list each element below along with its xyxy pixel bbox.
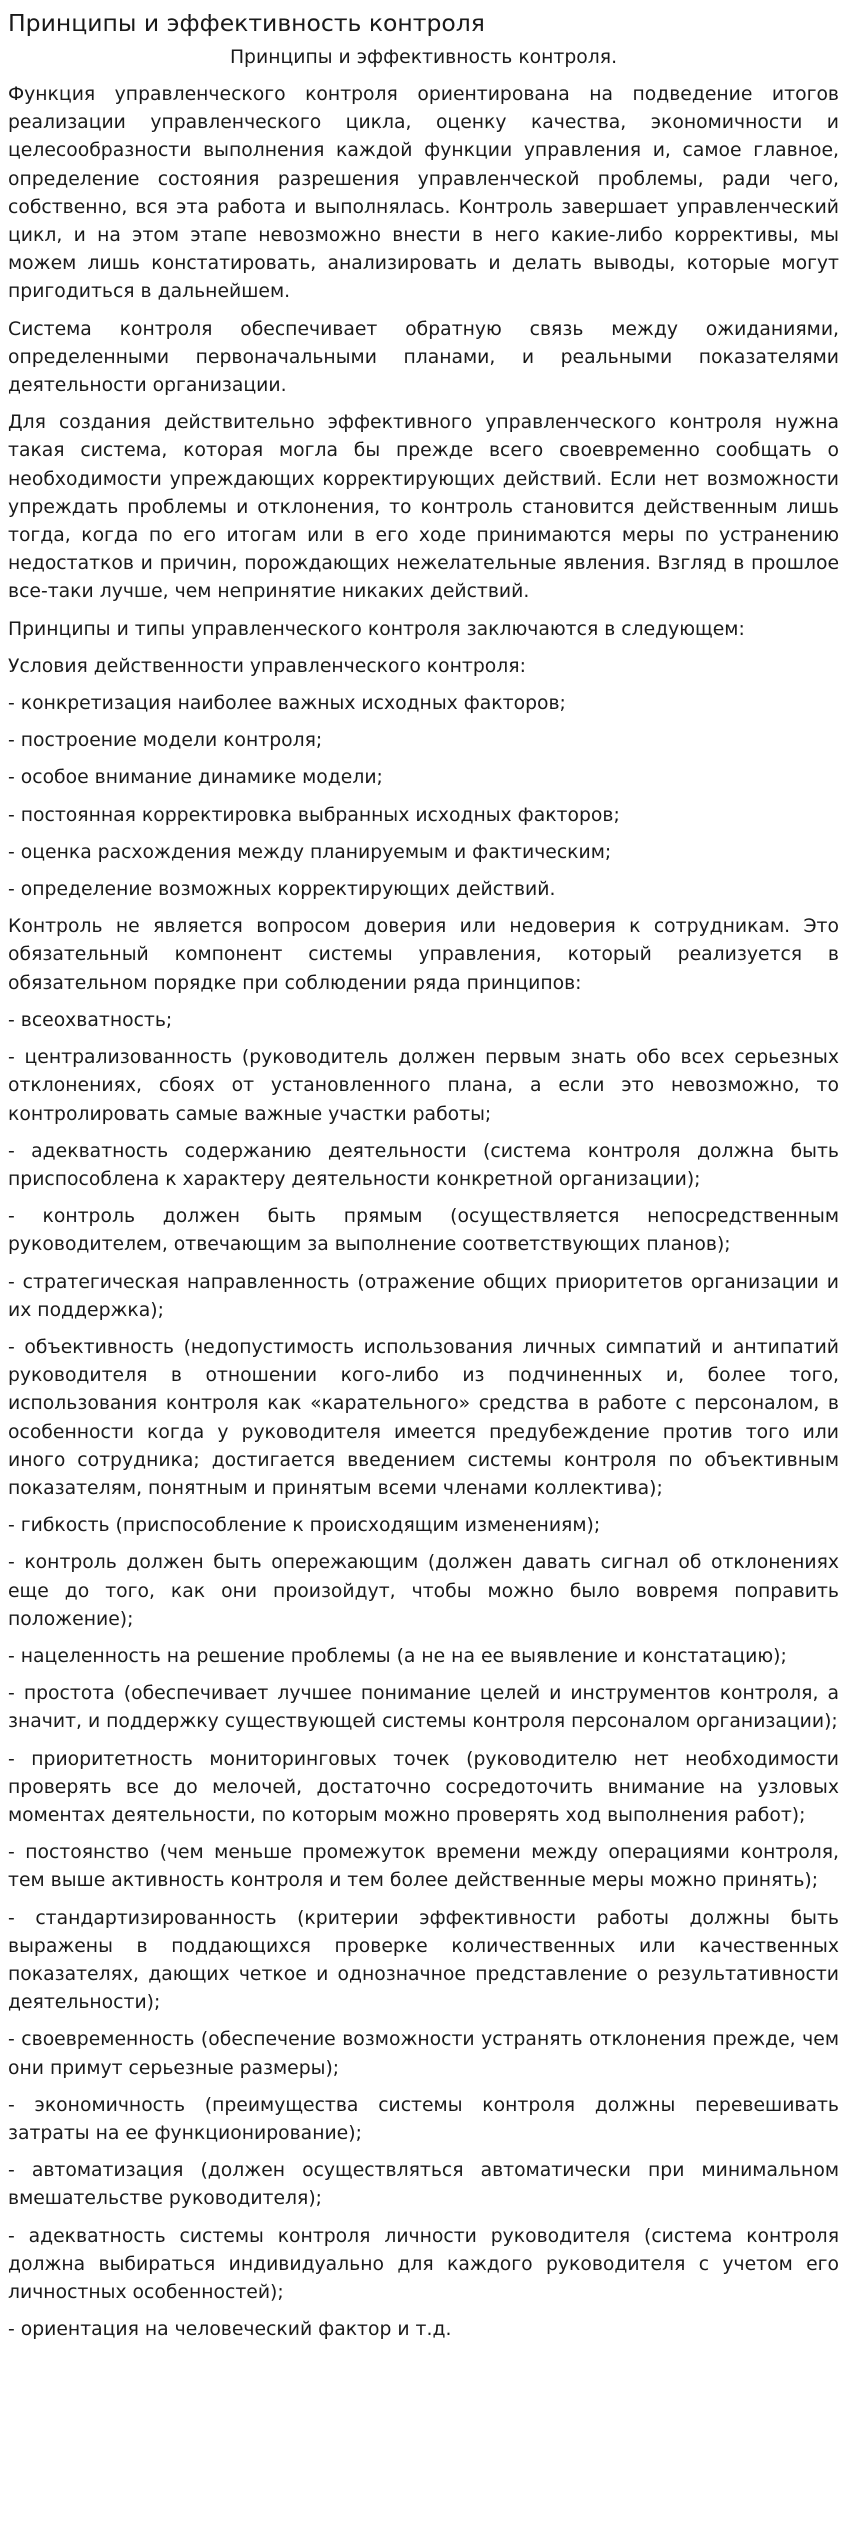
list-item: - постоянная корректировка выбранных исходных факторов; bbox=[8, 804, 620, 826]
body-paragraph: Система контроля обеспечивает обратную связь между ожиданиями, определенными первоначальными планами, и реальными показателями деятельности организации. bbox=[8, 318, 839, 397]
list-item: - адекватность системы контроля личности руководителя (система контроля должна выбираться индивидуально для каждого руководителя с учетом его личностных особенностей); bbox=[8, 2225, 839, 2304]
list-item: - постоянство (чем меньше промежуток времени между операциями контроля, тем выше активность контроля и тем более действенные меры можно принять); bbox=[8, 1842, 839, 1892]
list-item: - построение модели контроля; bbox=[8, 730, 323, 752]
article-body bbox=[8, 81, 839, 2344]
list-item: - нацеленность на решение проблемы (а не на ее выявление и констатацию); bbox=[8, 1645, 787, 1667]
list-item: - объективность (недопустимость использования личных симпатий и антипатий руководителя в отношении кого-либо из подчиненных и, более того, использования контроля как «карательного» средства в работе с персоналом, в особенности когда у руководителя имеется предубеждение против того или иного сотрудника; достигается введением системы контроля по объективным показателям, понятным и принятым всеми членами коллектива); bbox=[8, 1336, 839, 1499]
list-item: - всеохватность; bbox=[8, 1009, 173, 1031]
list-item: - приоритетность мониторинговых точек (руководителю нет необходимости проверять все до мелочей, достаточно сосредоточить внимание на узловых моментах деятельности, по которым можно проверять ход выполнения работ); bbox=[8, 1748, 839, 1826]
list-item: - автоматизация (должен осуществляться автоматически при минимальном вмешательстве руководителя); bbox=[8, 2160, 839, 2210]
list-item: - определение возможных корректирующих действий. bbox=[8, 879, 556, 901]
list-item: - простота (обеспечивает лучшее понимание целей и инструментов контроля, а значит, и поддержку существующей системы контроля персоналом организации); bbox=[8, 1683, 839, 1733]
page-title: Принципы и эффективность контроля bbox=[8, 9, 485, 37]
list-item: - контроль должен быть прямым (осуществляется непосредственным руководителем, отвечающим за выполнение соответствующих планов); bbox=[8, 1206, 839, 1256]
list-item: - контроль должен быть опережающим (должен давать сигнал об отклонениях еще до того, как они произойдут, чтобы можно было вовремя поправить положение); bbox=[8, 1552, 839, 1630]
list-item: - оценка расхождения между планируемым и фактическим; bbox=[8, 841, 612, 863]
list-item: - адекватность содержанию деятельности (система контроля должна быть приспособлена к характеру деятельности конкретной организации); bbox=[8, 1140, 839, 1190]
body-paragraph: Контроль не является вопросом доверия или недоверия к сотрудникам. Это обязательный компонент системы управления, который реализуется в обязательном порядке при соблюдении ряда принципов: bbox=[8, 916, 839, 994]
list-item: - стандартизированность (критерии эффективности работы должны быть выражены в поддающихся проверке количественных или качественных показателях, дающих четкое и однозначное представление о результативности деятельности); bbox=[8, 1907, 839, 2014]
list-item: - конкретизация наиболее важных исходных факторов; bbox=[8, 693, 566, 715]
list-item: - стратегическая направленность (отражение общих приоритетов организации и их поддержка); bbox=[8, 1271, 839, 1321]
list-item: - своевременность (обеспечение возможности устранять отклонения прежде, чем они примут серьезные размеры); bbox=[8, 2029, 839, 2079]
list-item: - гибкость (приспособление к происходящим изменениям); bbox=[8, 1515, 601, 1537]
list-item: - экономичность (преимущества системы контроля должны перевешивать затраты на ее функционирование); bbox=[8, 2094, 839, 2144]
body-paragraph: Функция управленческого контроля ориентирована на подведение итогов реализации управленческого цикла, оценку качества, экономичности и целесообразности выполнения каждой функции управления и, самое главное, определение состояния разрешения управленческой проблемы, ради чего, собственно, вся эта работа и выполнялась. Контроль завершает управленческий цикл, и на этом этапе невозможно внести в него какие-либо коррективы, мы можем лишь констатировать, анализировать и делать выводы, которые могут пригодиться в дальнейшем. bbox=[8, 84, 839, 303]
list-item: - ориентация на человеческий фактор и т.д. bbox=[8, 2319, 452, 2341]
body-paragraph: Для создания действительно эффективного управленческого контроля нужна такая система, которая могла бы прежде всего своевременно сообщать о необходимости упреждающих корректирующих действий. Если нет возможности упреждать проблемы и отклонения, то контроль становится действенным лишь тогда, когда по его итогам или в его ходе принимаются меры по устранению недостатков и причин, порождающих нежелательные явления. Взгляд в прошлое все-таки лучше, чем непринятие никаких действий. bbox=[8, 412, 839, 603]
list-item: - особое внимание динамике модели; bbox=[8, 767, 383, 789]
body-paragraph: Условия действенности управленческого контроля: bbox=[8, 655, 526, 677]
list-item: - централизованность (руководитель должен первым знать обо всех серьезных отклонениях, сбоях от установленного плана, а если это невозможно, то контролировать самые важные участки работы; bbox=[8, 1047, 839, 1125]
body-paragraph: Принципы и типы управленческого контроля заключаются в следующем: bbox=[8, 618, 745, 640]
article-subtitle: Принципы и эффективность контроля. bbox=[229, 47, 618, 68]
